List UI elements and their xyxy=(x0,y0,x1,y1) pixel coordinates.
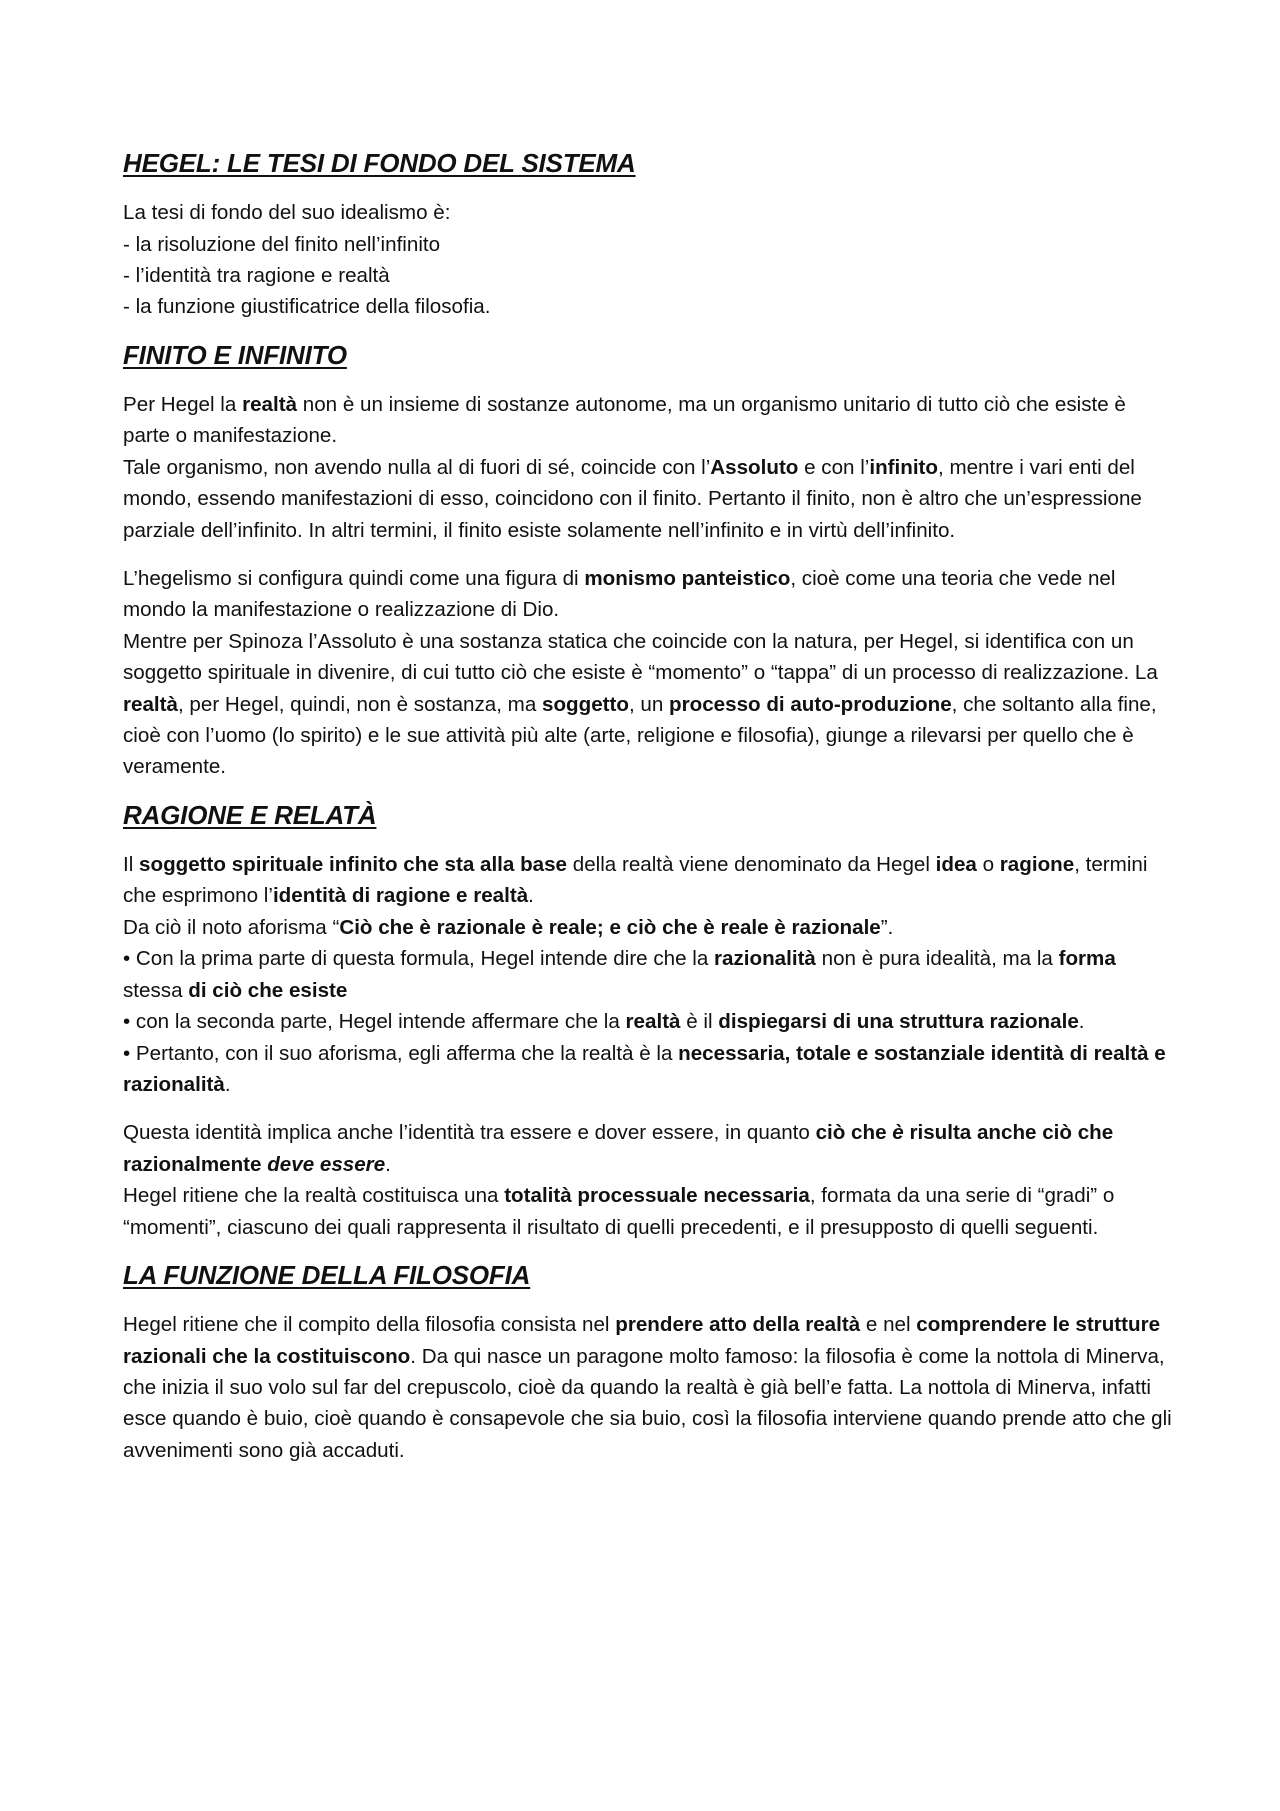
paragraph: Mentre per Spinoza l’Assoluto è una sostanza statica che coincide con la natura, per Hegel, si identifica con un soggetto spirituale in divenire, di cui tutto ciò che esiste è “momento” o “tappa” di un processo di realizzazione. La realtà, per Hegel, quindi, non è sostanza, ma soggetto, un processo di auto-produzione, che soltanto alla fine, cioè con l’uomo (lo spirito) e le sue attività più alte (arte, religione e filosofia), giunge a rilevarsi per quello che è veramente. xyxy=(123,629,1158,779)
section-heading-finito: FINITO E INFINITO xyxy=(123,339,347,370)
paragraph: Tale organismo, non avendo nulla al di fuori di sé, coincide con l’Assoluto e con l’infinito, mentre i vari enti del mondo, essendo manifestazioni di esso, coincidono con il finito. Pertanto il finito, non è altro che un’espressione parziale dell’infinito. In altri termini, il finito esiste solamente nell’infinito e in virtù dell’infinito. xyxy=(123,455,1142,542)
list-item: - la funzione giustificatrice della filosofia. xyxy=(123,295,491,319)
paragraph: Il soggetto spirituale infinito che sta alla base della realtà viene denominato da Hegel idea o ragione, termini che esprimono l’identità di ragione e realtà. xyxy=(123,853,1148,908)
bullet-item: • con la seconda parte, Hegel intende affermare che la realtà è il dispiegarsi di una struttura razionale. xyxy=(123,1010,1085,1034)
document-page xyxy=(123,148,1173,1466)
paragraph: Hegel ritiene che la realtà costituisca una totalità processuale necessaria, formata da una serie di “gradi” o “momenti”, ciascuno dei quali rappresenta il risultato di quelli precedenti, e il presupposto di quelli seguenti. xyxy=(123,1184,1115,1239)
list-item: - la risoluzione del finito nell’infinito xyxy=(123,232,441,256)
paragraph: L’hegelismo si configura quindi come una figura di monismo panteistico, cioè come una teoria che vede nel mondo la manifestazione o realizzazione di Dio. xyxy=(123,567,1116,622)
paragraph: Hegel ritiene che il compito della filosofia consista nel prendere atto della realtà e nel comprendere le strutture razionali che la costituiscono. Da qui nasce un paragone molto famoso: la filosofia è come la nottola di Minerva, che inizia il suo volo sul far del crepuscolo, cioè da quando la realtà è già bell’e fatta. La nottola di Minerva, infatti esce quando è buio, cioè quando è consapevole che sia buio, così la filosofia interviene quando prende atto che gli avvenimenti sono già accaduti. xyxy=(123,1313,1172,1462)
section-heading-funzione: LA FUNZIONE DELLA FILOSOFIA xyxy=(123,1259,531,1290)
section-heading-tesi: HEGEL: LE TESI DI FONDO DEL SISTEMA xyxy=(123,148,636,178)
paragraph: Per Hegel la realtà non è un insieme di sostanze autonome, ma un organismo unitario di tutto ciò che esiste è parte o manifestazione. xyxy=(123,393,1126,448)
intro-line: La tesi di fondo del suo idealismo è: xyxy=(123,201,451,225)
list-item: - l’identità tra ragione e realtà xyxy=(123,264,390,287)
paragraph: Questa identità implica anche l’identità tra essere e dover essere, in quanto ciò che è risulta anche ciò che razionalmente deve essere. xyxy=(123,1121,1114,1176)
bullet-item: • Con la prima parte di questa formula, Hegel intende dire che la razionalità non è pura idealità, ma la forma stessa di ciò che esiste xyxy=(123,947,1116,1002)
bullet-item: • Pertanto, con il suo aforisma, egli afferma che la realtà è la necessaria, totale e sostanziale identità di realtà e razionalità. xyxy=(123,1041,1166,1096)
section-heading-ragione: RAGIONE E RELATÀ xyxy=(123,799,377,830)
paragraph: Da ciò il noto aforisma “Ciò che è razionale è reale; e ciò che è reale è razionale”. xyxy=(123,915,894,939)
